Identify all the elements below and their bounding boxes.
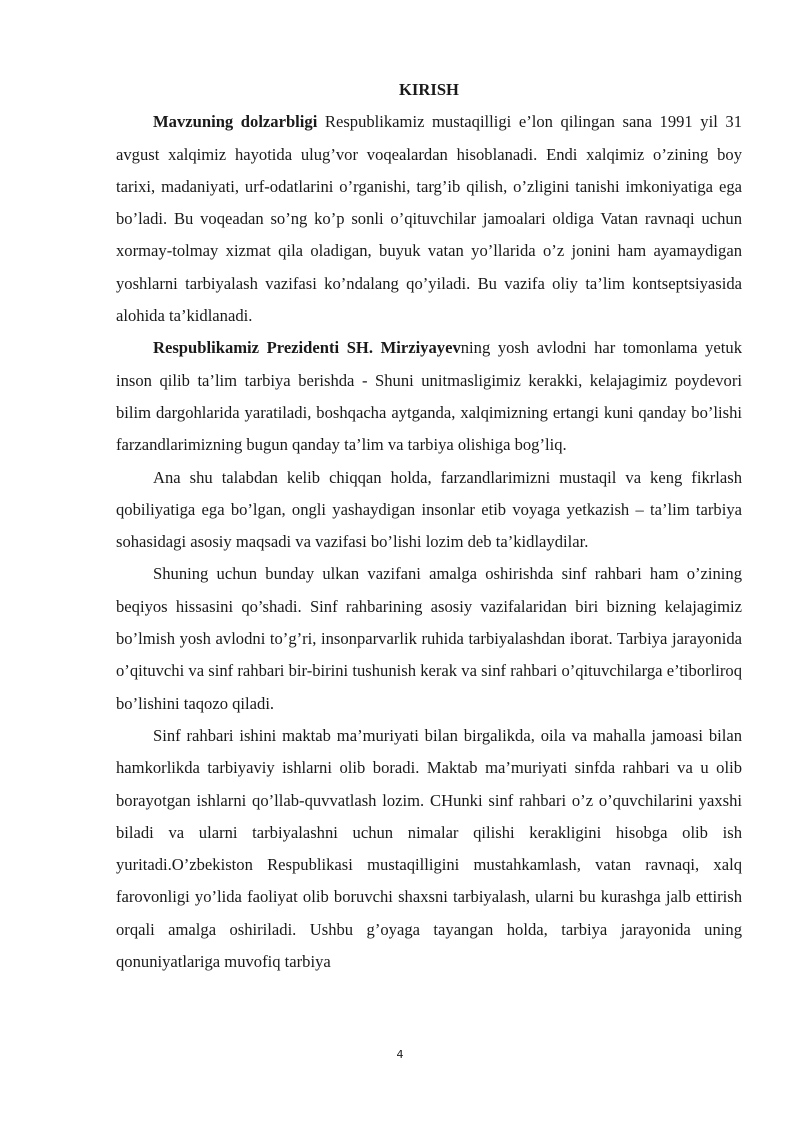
document-title: KIRISH (399, 80, 459, 99)
paragraph-text-class-teacher: Shuning uchun bunday ulkan vazifani amalga oshirishda sinf rahbari ham o’zining beqiyos hissasini qo’shadi. Sinf rahbarining asosiy vazifalaridan biri bizning kelajagimiz bo’lmish yosh avlodni to’g’ri, insonparvarlik ruhida tarbiyalashdan iborat. Tarbiya jarayonida o’qituvchi va sinf rahbari bir-birini tushunish kerak va sinf rahbari o’qituvchilarga e’tiborliroq bo’lishini taqozo qiladi. (116, 564, 742, 713)
page-number: 4 (396, 1048, 404, 1061)
paragraph-text-president: ning yosh avlodni har tomonlama yetuk inson qilib ta’lim tarbiya berishda - Shuni unitmasligimiz kerakki, kelajagimiz poydevori bilim dargohlarida yaratiladi, boshqacha aytganda, xalqimizning ertangi kuni qanday bo’lishi farzandlarimizning bugun qanday ta’lim va tarbiya olishiga bog’liq. (116, 338, 743, 455)
paragraph-class-teacher (116, 558, 742, 719)
paragraph-requirement (116, 462, 742, 559)
paragraph-relevance (116, 106, 742, 332)
document-page (116, 74, 742, 978)
paragraph-text-administration: Sinf rahbari ishini maktab ma’muriyati bilan birgalikda, oila va mahalla jamoasi bilan hamkorlikda tarbiyaviy ishlarni olib boradi. Maktab ma’muriyati sinfda rahbari va u olib borayotgan ishlarni qo’llab-quvvatlash lozim. CHunki sinf rahbari o’z o’quvchilarini yaxshi biladi va ularni tarbiyalashni uchun nimalar qilishi kerakligini hisobga olib ish yuritadi.O’zbekiston Respublikasi mustaqilligini mustahkamlash, vatan ravnaqi, xalq farovonligi yo’lida faoliyat olib boruvchi shaxsni tarbiyalash, ularni bu kurashga jalb ettirish orqali amalga oshiriladi. Ushbu g’oyaga tayangan holda, tarbiya jarayonida uning qonuniyatlariga muvofiq tarbiya (116, 725, 742, 972)
paragraph-lead-relevance: Mavzuning dolzarbligi (153, 112, 318, 132)
paragraph-administration (116, 720, 742, 978)
paragraph-text-requirement: Ana shu talabdan kelib chiqqan holda, farzandlarimizni mustaqil va keng fikrlash qobiliyatiga ega bo’lgan, ongli yashaydigan insonlar etib voyaga yetkazish – ta’lim tarbiya sohasidagi asosiy maqsadi va vazifasi bo’lishi lozim deb ta’kidlaydilar. (116, 467, 742, 552)
paragraph-president (116, 332, 742, 461)
paragraph-lead-president: Respublikamiz Prezidenti SH. Mirziyayev (153, 338, 461, 358)
paragraph-text-relevance: Respublikamiz mustaqilligi e’lon qilingan sana 1991 yil 31 avgust xalqimiz hayotida ulug’vor voqealardan hisoblanadi. Endi xalqimiz o’zining boy tarixi, madaniyati, urf-odatlarini o’rganishi, targ’ib qilish, o’zligini tanishi imkoniyatiga ega bo’ladi. Bu voqeadan so’ng ko’p sonli o’qituvchilar jamoalari oldiga Vatan ravnaqi uchun xormay-tolmay xizmat qila oladigan, buyuk vatan yo’llarida o’z jonini ham ayamaydigan yoshlarni tarbiyalash vazifasi ko’ndalang qo’yiladi. Bu vazifa oliy ta’lim kontseptsiyasida alohida ta’kidlanadi. (116, 112, 742, 326)
